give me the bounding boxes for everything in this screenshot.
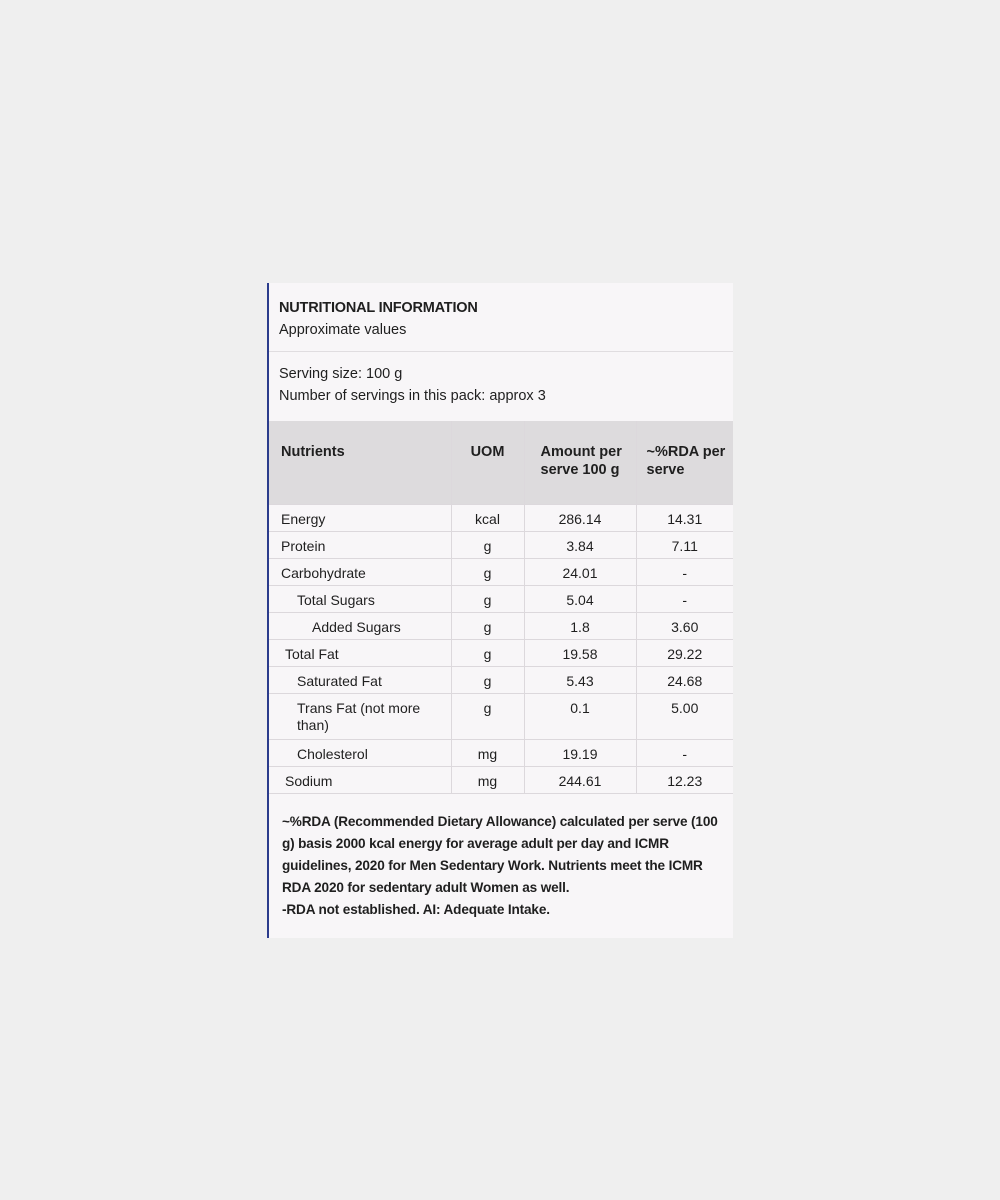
nutrient-amount: 244.61 xyxy=(524,766,636,793)
nutrition-label xyxy=(267,283,733,938)
rda-footnote-note: -RDA not established. AI: Adequate Intake. xyxy=(282,902,550,917)
nutrient-amount: 0.1 xyxy=(524,693,636,739)
servings-per-pack-value: approx 3 xyxy=(489,388,546,404)
servings-per-pack xyxy=(279,388,546,404)
serving-size-value: 100 g xyxy=(366,366,403,382)
nutrient-name: Added Sugars xyxy=(269,612,451,639)
nutrient-name: Cholesterol xyxy=(269,739,451,766)
label-title: NUTRITIONAL INFORMATION xyxy=(279,300,478,316)
nutrient-uom: g xyxy=(451,693,524,739)
nutrient-name: Trans Fat (not more than) xyxy=(269,693,451,739)
nutrient-rda: 5.00 xyxy=(636,693,733,739)
nutrient-amount: 5.43 xyxy=(524,666,636,693)
table-row xyxy=(269,639,733,666)
nutrient-name: Sodium xyxy=(269,766,451,793)
table-row xyxy=(269,531,733,558)
table-row xyxy=(269,739,733,766)
nutrient-amount: 3.84 xyxy=(524,531,636,558)
nutrient-name: Total Sugars xyxy=(269,585,451,612)
nutrient-uom: g xyxy=(451,558,524,585)
nutrient-amount: 24.01 xyxy=(524,558,636,585)
nutrient-amount: 19.19 xyxy=(524,739,636,766)
nutrient-amount: 1.8 xyxy=(524,612,636,639)
nutrient-rda: 14.31 xyxy=(636,504,733,531)
nutrient-rda: 29.22 xyxy=(636,639,733,666)
rda-footnote-text: ~%RDA (Recommended Dietary Allowance) calculated per serve (100 g) basis 2000 kcal energy for average adult per day and ICMR guidelines, 2020 for Men Sedentary Work. Nutrients meet the ICMR RDA 2020 for sedentary adult Women as well. xyxy=(282,814,718,895)
label-header xyxy=(269,283,733,352)
nutrient-amount: 286.14 xyxy=(524,504,636,531)
rda-footnote xyxy=(282,811,722,921)
table-row xyxy=(269,558,733,585)
nutrient-name: Protein xyxy=(269,531,451,558)
nutrient-uom: g xyxy=(451,612,524,639)
nutrient-rda: 12.23 xyxy=(636,766,733,793)
nutrient-rda: 3.60 xyxy=(636,612,733,639)
nutrient-amount: 19.58 xyxy=(524,639,636,666)
serving-size xyxy=(279,366,402,382)
nutrient-uom: g xyxy=(451,531,524,558)
table-row xyxy=(269,666,733,693)
table-row xyxy=(269,612,733,639)
nutrient-uom: mg xyxy=(451,766,524,793)
table-row xyxy=(269,504,733,531)
nutrient-rda: 24.68 xyxy=(636,666,733,693)
nutrient-rda: 7.11 xyxy=(636,531,733,558)
nutrient-rda: - xyxy=(636,558,733,585)
table-row xyxy=(269,585,733,612)
nutrient-uom: mg xyxy=(451,739,524,766)
nutrient-name: Carbohydrate xyxy=(269,558,451,585)
nutrient-uom: kcal xyxy=(451,504,524,531)
serving-size-label: Serving size: xyxy=(279,366,363,382)
nutrient-name: Energy xyxy=(269,504,451,531)
table-row xyxy=(269,693,733,739)
table-header-row xyxy=(269,421,733,504)
table-row xyxy=(269,766,733,793)
label-subtitle: Approximate values xyxy=(279,322,407,338)
nutrient-uom: g xyxy=(451,666,524,693)
column-header-nutrients: Nutrients xyxy=(269,421,451,504)
nutrient-name: Total Fat xyxy=(269,639,451,666)
nutrient-amount: 5.04 xyxy=(524,585,636,612)
nutrient-rda: - xyxy=(636,585,733,612)
nutrient-uom: g xyxy=(451,639,524,666)
nutrient-uom: g xyxy=(451,585,524,612)
nutrient-rda: - xyxy=(636,739,733,766)
nutrition-table xyxy=(269,421,733,794)
column-header-rda: ~%RDA per serve xyxy=(636,421,733,504)
column-header-amount: Amount per serve 100 g xyxy=(524,421,636,504)
servings-per-pack-label: Number of servings in this pack: xyxy=(279,388,486,404)
nutrient-name: Saturated Fat xyxy=(269,666,451,693)
column-header-uom: UOM xyxy=(451,421,524,504)
